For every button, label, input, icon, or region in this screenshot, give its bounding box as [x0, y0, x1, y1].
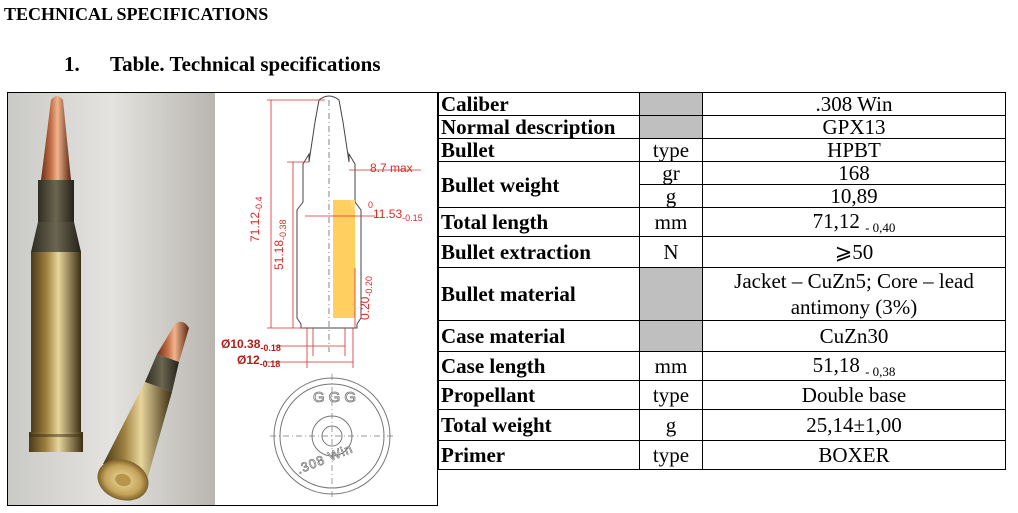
cartridge-drawing-svg — [215, 92, 439, 506]
label-bullet-weight: Bullet weight — [439, 162, 640, 208]
value-case-length: 51,18 - 0,38 — [703, 352, 1006, 381]
unit-bullet: type — [640, 139, 703, 162]
value-caliber: .308 Win — [703, 93, 1006, 116]
value-total-length: 71,12 - 0,40 — [703, 208, 1006, 237]
table-row — [439, 139, 1006, 162]
tolerance-case-length: - 0,38 — [865, 363, 896, 379]
table-row — [439, 410, 1006, 441]
value-bullet-weight-gr: 168 — [703, 162, 1006, 185]
dim-overall-label: $71.12_{-0.4}$ — [248, 196, 264, 242]
dim-base-dia-label: $Ø10.38_{-0.18}$ — [221, 337, 281, 353]
specs-table — [438, 92, 1006, 470]
table-caption — [64, 52, 381, 77]
value-bullet: HPBT — [703, 139, 1006, 162]
caption-number: 1. — [64, 52, 80, 76]
unit-propellant: type — [640, 381, 703, 410]
value-bullet-material: Jacket – CuZn5; Core – lead antimony (3%) — [703, 268, 1006, 321]
table-row — [439, 162, 1006, 185]
unit-bullet-extraction: N — [640, 237, 703, 268]
label-propellant: Propellant — [439, 381, 640, 410]
table-row — [439, 237, 1006, 268]
headstamp-top: GGG — [313, 389, 361, 406]
unit-total-length: mm — [640, 208, 703, 237]
value-bullet-weight-g: 10,89 — [703, 185, 1006, 208]
value-normal-description: GPX13 — [703, 116, 1006, 139]
unit-bullet-weight-gr: gr — [640, 162, 703, 185]
unit-normal-description — [640, 116, 703, 139]
unit-total-weight: g — [640, 410, 703, 441]
unit-primer: type — [640, 441, 703, 470]
dim-case-label: $51.18_{-0.38}$ — [272, 219, 288, 270]
value-case-material: CuZn30 — [703, 321, 1006, 352]
label-total-weight: Total weight — [439, 410, 640, 441]
table-row — [439, 381, 1006, 410]
table-row — [439, 116, 1006, 139]
label-total-length: Total length — [439, 208, 640, 237]
value-propellant: Double base — [703, 381, 1006, 410]
label-caliber: Caliber — [439, 93, 640, 116]
label-bullet-material: Bullet material — [439, 268, 640, 321]
value-bullet-extraction: ⩾50 — [703, 237, 1006, 268]
tolerance-total-length: - 0,40 — [865, 219, 896, 235]
cartridge-photo-image — [7, 92, 215, 506]
unit-caliber — [640, 93, 703, 116]
table-row — [439, 208, 1006, 237]
unit-case-material — [640, 321, 703, 352]
unit-bullet-weight-g: g — [640, 185, 703, 208]
dim-shoulder-label: $11.53_{-0.15}$ — [373, 207, 423, 223]
dim-rim-dia-label: $Ø12_{-0.18}$ — [237, 353, 281, 369]
dim-rim-label: $0.20_{-0.20}$ — [358, 276, 374, 320]
table-row — [439, 93, 1006, 116]
label-primer: Primer — [439, 441, 640, 470]
label-bullet: Bullet — [439, 139, 640, 162]
cartridge-drawing — [215, 92, 439, 506]
value-total-weight: 25,14±1,00 — [703, 410, 1006, 441]
dim-neck-label: 8.7 max — [370, 161, 413, 175]
cartridge-photo — [7, 92, 215, 506]
dim-shoulder-upper: 0 — [368, 200, 374, 210]
document-heading: TECHNICAL SPECIFICATIONS — [4, 4, 269, 24]
headstamp-bottom: .308 Win — [294, 440, 356, 477]
unit-case-length: mm — [640, 352, 703, 381]
label-bullet-extraction: Bullet extraction — [439, 237, 640, 268]
label-case-length: Case length — [439, 352, 640, 381]
label-normal-description: Normal description — [439, 116, 640, 139]
value-primer: BOXER — [703, 441, 1006, 470]
table-row — [439, 321, 1006, 352]
table-row — [439, 352, 1006, 381]
table-row — [439, 441, 1006, 470]
unit-bullet-material — [640, 268, 703, 321]
caption-text: Table. Technical specifications — [110, 52, 381, 76]
label-case-material: Case material — [439, 321, 640, 352]
table-row — [439, 268, 1006, 321]
